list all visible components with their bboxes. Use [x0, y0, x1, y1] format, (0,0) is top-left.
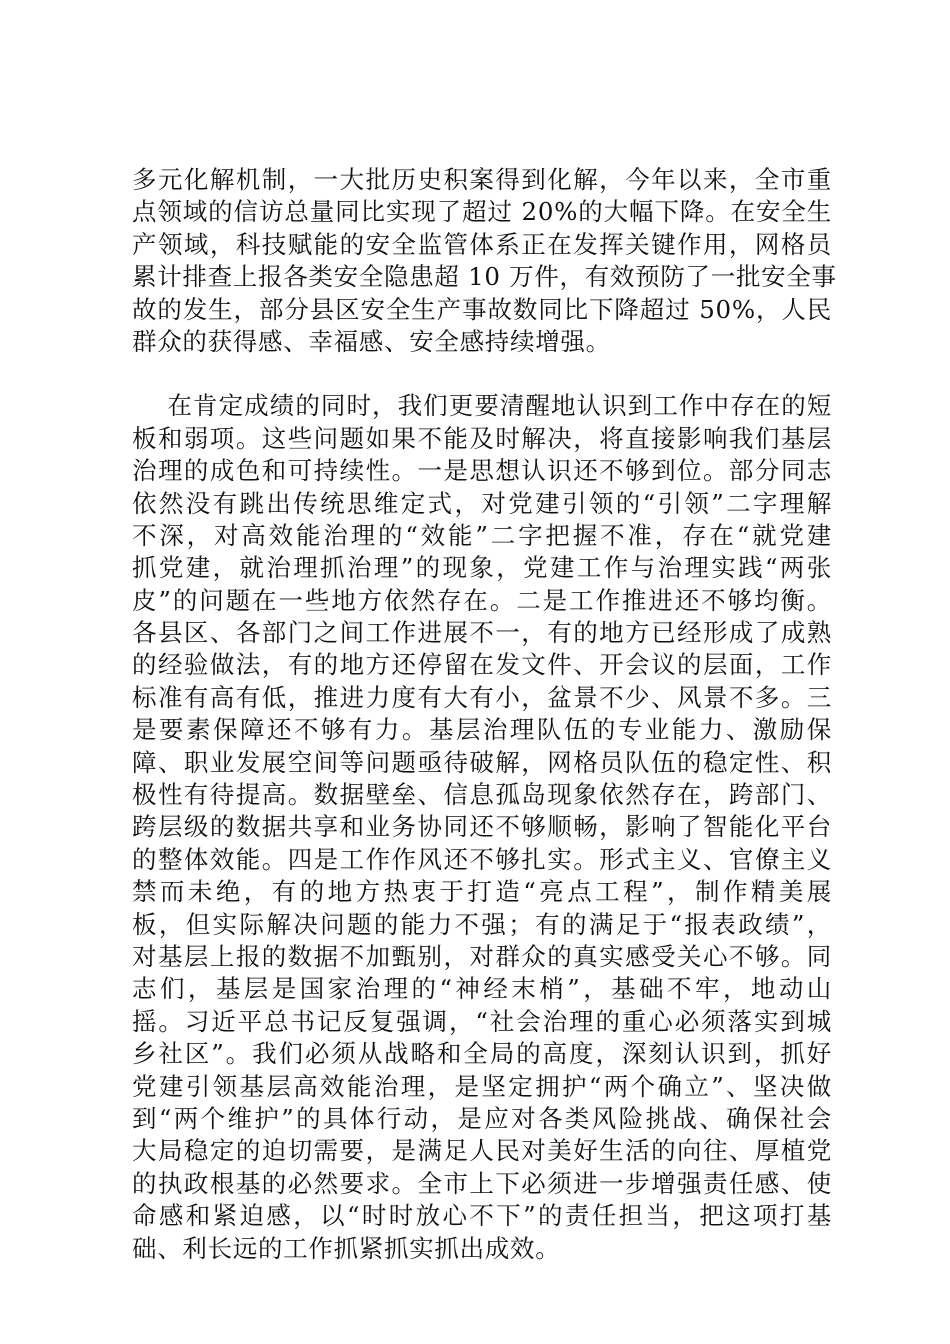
paragraph-line: 乡社区”。我们必须从战略和全局的高度，深刻认识到，抓好: [132, 1039, 832, 1069]
paragraph-line: 故的发生，部分县区安全生产事故数同比下降超过 50%，人民: [132, 294, 832, 324]
paragraph-line: 累计排查上报各类安全隐患超 10 万件，有效预防了一批安全事: [132, 262, 837, 292]
paragraph-line: 群众的获得感、幸福感、安全感持续增强。: [132, 326, 611, 356]
document-body: [132, 164, 837, 1265]
paragraph-spacer: [132, 358, 832, 390]
paragraph-line: 的整体效能。四是工作作风还不够扎实。形式主义、官僚主义: [132, 844, 832, 874]
paragraph-line: 党建引领基层高效能治理，是坚定拥护“两个确立”、坚决做: [132, 1071, 832, 1101]
paragraph-1: [132, 164, 837, 358]
paragraph-line: 多元化解机制，一大批历史积案得到化解，今年以来，全市重: [132, 165, 832, 194]
paragraph-line: 产领域，科技赋能的安全监管体系正在发挥关键作用，网格员: [132, 229, 832, 259]
paragraph-line: 治理的成色和可持续性。一是思想认识还不够到位。部分同志: [132, 456, 832, 486]
paragraph-line: 对基层上报的数据不加甄别，对群众的真实感受关心不够。同: [132, 941, 832, 971]
paragraph-line: 不深，对高效能治理的“效能”二字把握不准，存在“就党建: [132, 520, 832, 550]
paragraph-line: 标准有高有低，推进力度有大有小，盆景不少、风景不多。三: [132, 682, 832, 712]
paragraph-line: 摇。习近平总书记反复强调，“社会治理的重心必须落实到城: [132, 1006, 832, 1036]
paragraph-line: 各县区、各部门之间工作进展不一，有的地方已经形成了成熟: [132, 618, 832, 648]
paragraph-line: 志们，基层是国家治理的“神经末梢”，基础不牢，地动山: [132, 974, 832, 1004]
paragraph-line: 础、利长远的工作抓紧抓实抓出成效。: [132, 1233, 561, 1263]
paragraph-line: 命感和紧迫感，以“时时放心不下”的责任担当，把这项打基: [132, 1201, 832, 1231]
paragraph-line: 跨层级的数据共享和业务协同还不够顺畅，影响了智能化平台: [132, 812, 832, 842]
paragraph-line: 禁而未绝，有的地方热衷于打造“亮点工程”，制作精美展: [132, 877, 832, 907]
paragraph-line: 皮”的问题在一些地方依然存在。二是工作推进还不够均衡。: [132, 585, 832, 615]
paragraph-line: 障、职业发展空间等问题亟待破解，网格员队伍的稳定性、积: [132, 747, 832, 777]
paragraph-line: 点领域的信访总量同比实现了超过 20%的大幅下降。在安全生: [132, 197, 832, 227]
paragraph-line: 的经验做法，有的地方还停留在发文件、开会议的层面，工作: [132, 650, 832, 680]
paragraph-2: [132, 390, 832, 1265]
paragraph-line: 在肯定成绩的同时，我们更要清醒地认识到工作中存在的短: [132, 391, 832, 421]
paragraph-line: 板和弱项。这些问题如果不能及时解决，将直接影响我们基层: [132, 423, 832, 453]
paragraph-line: 是要素保障还不够有力。基层治理队伍的专业能力、激励保: [132, 715, 832, 745]
paragraph-line: 板，但实际解决问题的能力不强；有的满足于“报表政绩”，: [132, 909, 832, 939]
paragraph-line: 大局稳定的迫切需要，是满足人民对美好生活的向往、厚植党: [132, 1136, 832, 1166]
paragraph-line: 抓党建，就治理抓治理”的现象，党建工作与治理实践“两张: [132, 553, 832, 583]
paragraph-line: 依然没有跳出传统思维定式，对党建引领的“引领”二字理解: [132, 488, 832, 518]
paragraph-line: 的执政根基的必然要求。全市上下必须进一步增强责任感、使: [132, 1168, 832, 1198]
paragraph-line: 到“两个维护”的具体行动，是应对各类风险挑战、确保社会: [132, 1103, 832, 1133]
paragraph-line: 极性有待提高。数据壁垒、信息孤岛现象依然存在，跨部门、: [132, 780, 832, 810]
